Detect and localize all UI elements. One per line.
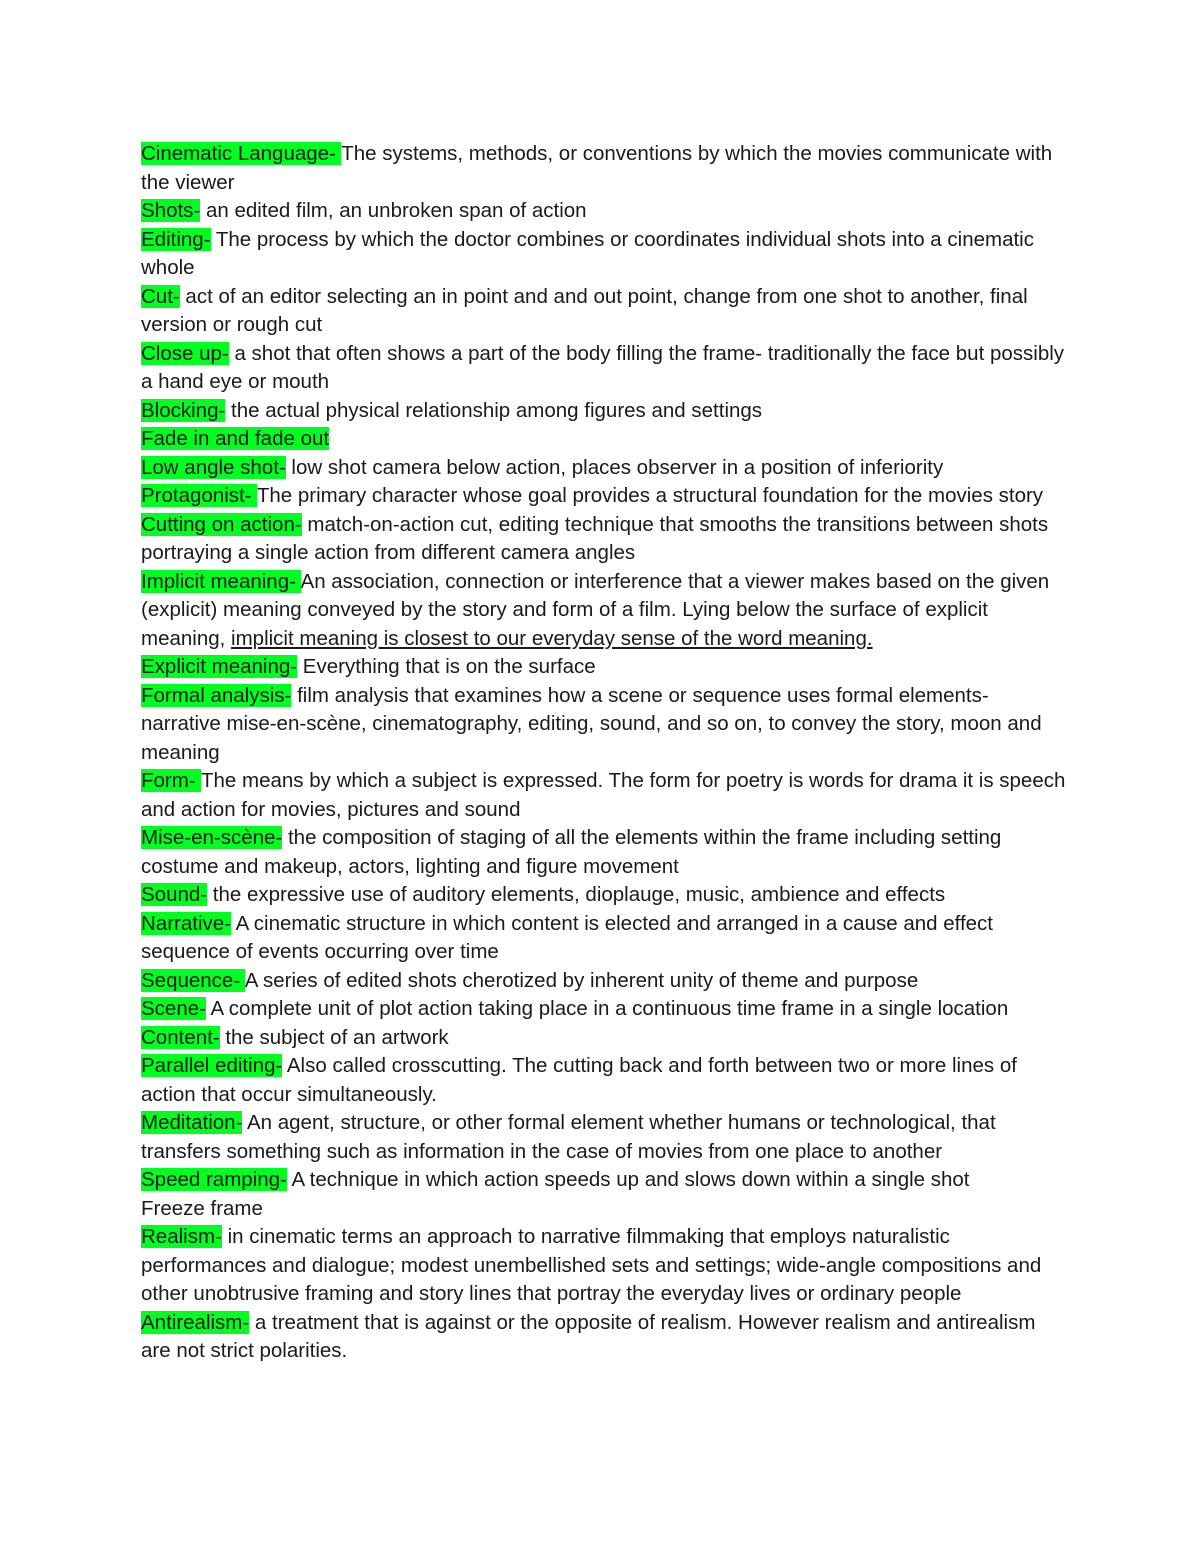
glossary-entry — [141, 454, 1066, 483]
glossary-definition: A complete unit of plot action taking place in a continuous time frame in a single location — [205, 997, 1009, 1020]
glossary-entry — [141, 1052, 1066, 1109]
glossary-term: Antirealism- — [141, 1310, 250, 1334]
glossary-term: Blocking- — [141, 398, 226, 422]
glossary-definition: Freeze frame — [141, 1196, 263, 1220]
glossary-definition: An association, connection or interference that a viewer makes based on the given (explicit) meaning conveyed by the story and form of a film. Lying below the surface of explicit meaning, — [141, 569, 1050, 650]
glossary-term: Content- — [141, 1025, 220, 1049]
glossary-term: Cut- — [141, 284, 180, 308]
glossary-entry — [141, 340, 1066, 397]
glossary-definition: The process by which the doctor combines or coordinates individual shots into a cinematic whole — [141, 227, 1034, 279]
underlined-phrase: implicit meaning is closest to our everyday sense of the word meaning. — [231, 626, 873, 650]
glossary-term: Formal analysis- — [141, 683, 292, 707]
glossary-entry — [141, 283, 1066, 340]
glossary-definition: Everything that is on the surface — [297, 655, 596, 678]
glossary-term: Cutting on action- — [141, 512, 302, 536]
glossary-entry — [141, 1195, 1066, 1224]
glossary-entry — [141, 1309, 1066, 1366]
glossary-term: Sound- — [141, 883, 208, 906]
glossary-term: Speed ramping- — [141, 1168, 287, 1191]
document-page — [141, 140, 1066, 1366]
glossary-entry — [141, 140, 1066, 197]
glossary-entry — [141, 1223, 1066, 1309]
glossary-entry — [141, 824, 1066, 881]
glossary-entry — [141, 1166, 1066, 1195]
glossary-definition: the actual physical relationship among figures and settings — [225, 398, 763, 422]
glossary-term: Implicit meaning- — [141, 569, 301, 593]
glossary-definition: match-on-action cut, editing technique that smooths the transitions between shots portraying a single action from different camera angles — [141, 512, 1049, 564]
glossary-term: Fade in and fade out — [141, 427, 330, 450]
glossary-definition: a shot that often shows a part of the body filling the frame- traditionally the face but possibly a hand eye or mouth — [141, 341, 1065, 393]
glossary-term: Editing- — [141, 227, 211, 251]
glossary-term: Sequence- — [141, 968, 245, 992]
glossary-entry — [141, 482, 1066, 511]
glossary-term: Realism- — [141, 1225, 222, 1248]
glossary-entry — [141, 653, 1066, 682]
glossary-entry — [141, 910, 1066, 967]
glossary-entry — [141, 1024, 1066, 1053]
glossary-term: Cinematic Language- — [141, 142, 342, 165]
glossary-definition: The primary character whose goal provides a structural foundation for the movies story — [256, 484, 1044, 507]
glossary-definition: the expressive use of auditory elements, dioplauge, music, ambience and effects — [207, 883, 946, 906]
glossary-term: Parallel editing- — [141, 1054, 283, 1077]
glossary-entry — [141, 881, 1066, 910]
glossary-term: Protagonist- — [141, 484, 257, 507]
glossary-definition: the composition of staging of all the elements within the frame including setting costume and makeup, actors, lighting and figure movement — [141, 826, 1002, 878]
glossary-term: Close up- — [141, 341, 229, 365]
glossary-definition: The means by which a subject is expressed. The form for poetry is words for drama it is speech and action for movies, pictures and sound — [141, 769, 1066, 821]
glossary-definition: film analysis that examines how a scene or sequence uses formal elements- narrative mise-en-scène, cinematography, editing, sound, and so on, to convey the story, moon and meaning — [141, 683, 1042, 764]
glossary-entry — [141, 511, 1066, 568]
glossary-term: Form- — [141, 769, 201, 792]
glossary-definition: An agent, structure, or other formal element whether humans or technological, that transfers something such as information in the case of movies from one place to another — [141, 1111, 996, 1163]
glossary-term: Shots- — [141, 199, 201, 222]
glossary-definition: the subject of an artwork — [219, 1025, 449, 1049]
glossary-definition: a treatment that is against or the opposite of realism. However realism and antirealism are not strict polarities. — [141, 1310, 1036, 1362]
glossary-term: Explicit meaning- — [141, 655, 298, 678]
glossary-entry — [141, 682, 1066, 768]
glossary-definition: A cinematic structure in which content is elected and arranged in a cause and effect sequence of events occurring over time — [141, 911, 993, 963]
glossary-entry — [141, 767, 1066, 824]
glossary-definition: A series of edited shots cherotized by inherent unity of theme and purpose — [244, 968, 919, 992]
glossary-entry — [141, 995, 1066, 1024]
glossary-entry — [141, 568, 1066, 654]
glossary-term: Mise-en-scène- — [141, 826, 283, 849]
glossary-term: Scene- — [141, 997, 206, 1020]
glossary-entry — [141, 197, 1066, 226]
glossary-entry — [141, 425, 1066, 454]
glossary-definition: an edited film, an unbroken span of action — [200, 199, 587, 222]
glossary-definition: act of an editor selecting an in point and and out point, change from one shot to another, final version or rough cut — [141, 284, 1028, 336]
glossary-definition: in cinematic terms an approach to narrative filmmaking that employs naturalistic performances and dialogue; modest unembellished sets and settings; wide-angle compositions and other unobtrusive framing and story lines that portray the everyday lives or ordinary people — [141, 1225, 1042, 1305]
glossary-term: Meditation- — [141, 1111, 243, 1134]
glossary-entry — [141, 226, 1066, 283]
glossary-entry — [141, 967, 1066, 996]
glossary-term: Low angle shot- — [141, 455, 286, 479]
glossary-definition: The systems, methods, or conventions by which the movies communicate with the viewer — [141, 142, 1053, 194]
glossary-entry — [141, 397, 1066, 426]
glossary-definition: low shot camera below action, places observer in a position of inferiority — [285, 455, 944, 479]
glossary-definition: A technique in which action speeds up and slows down within a single shot — [286, 1168, 970, 1191]
glossary-definition: Also called crosscutting. The cutting back and forth between two or more lines of action that occur simultaneously. — [141, 1054, 1017, 1106]
glossary-term: Narrative- — [141, 911, 231, 935]
glossary-entry — [141, 1109, 1066, 1166]
